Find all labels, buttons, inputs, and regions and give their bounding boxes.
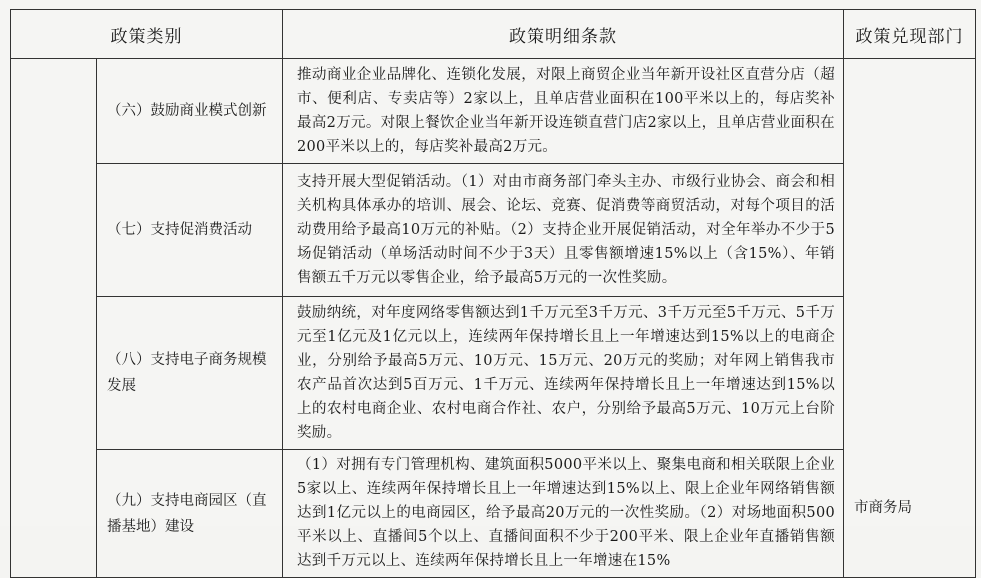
table-row	[11, 164, 976, 297]
clause-cell: 鼓励纳统，对年度网络零售额达到1千万元至3千万元、3千万元至5千万元、5千万元至1亿元及1亿元以上，连续两年保持增长且上一年增速达到15%以上的电商企业，分别给予最高5万元、10万元、15万元、20万元的奖励；对年网上销售我市农产品首次达到5百万元、1千万元、连续两年保持增长且上一年增速达到15%以上的农村电商企业、农村电商合作社、农户，分别给予最高5万元、10万元上台阶奖励。	[283, 297, 844, 450]
department-cell	[844, 59, 976, 578]
policy-table	[10, 9, 976, 578]
table-header-row	[11, 10, 976, 59]
table-row	[11, 450, 976, 578]
category-cell: （六）鼓励商业模式创新	[97, 59, 283, 164]
department-label: 市商务局	[854, 500, 912, 516]
header-category: 政策类别	[11, 10, 283, 59]
category-cell: （九）支持电商园区（直播基地）建设	[97, 450, 283, 578]
table-row	[11, 297, 976, 450]
table-row	[11, 59, 976, 164]
parent-category-cell	[11, 59, 97, 578]
category-cell: （七）支持促消费活动	[97, 164, 283, 297]
header-clause: 政策明细条款	[283, 10, 844, 59]
clause-cell: 支持开展大型促销活动。（1）对由市商务部门牵头主办、市级行业协会、商会和相关机构具体承办的培训、展会、论坛、竞赛、促消费等商贸活动，对每个项目的活动费用给予最高10万元的补贴。（2）支持企业开展促销活动，对全年举办不少于5场促销活动（单场活动时间不少于3天）且零售额增速15%以上（含15%）、年销售额五千万元以零售企业，给予最高5万元的一次性奖励。	[283, 164, 844, 297]
clause-cell: 推动商业企业品牌化、连锁化发展，对限上商贸企业当年新开设社区直营分店（超市、便利店、专卖店等）2家以上，且单店营业面积在100平米以上的，每店奖补最高2万元。对限上餐饮企业当年新开设连锁直营门店2家以上，且单店营业面积在200平米以上的，每店奖补最高2万元。	[283, 59, 844, 164]
clause-cell: （1）对拥有专门管理机构、建筑面积5000平米以上、聚集电商和相关联限上企业5家以上、连续两年保持增长且上一年增速达到15%以上、限上企业年网络销售额达到1亿元以上的电商园区，给予最高20万元的一次性奖励。（2）对场地面积500平米以上、直播间5个以上、直播间面积不少于200平米、限上企业年直播销售额达到千万元以上、连续两年保持增长且上一年增速在15%	[283, 450, 844, 578]
category-cell: （八）支持电子商务规模发展	[97, 297, 283, 450]
header-department: 政策兑现部门	[844, 10, 976, 59]
